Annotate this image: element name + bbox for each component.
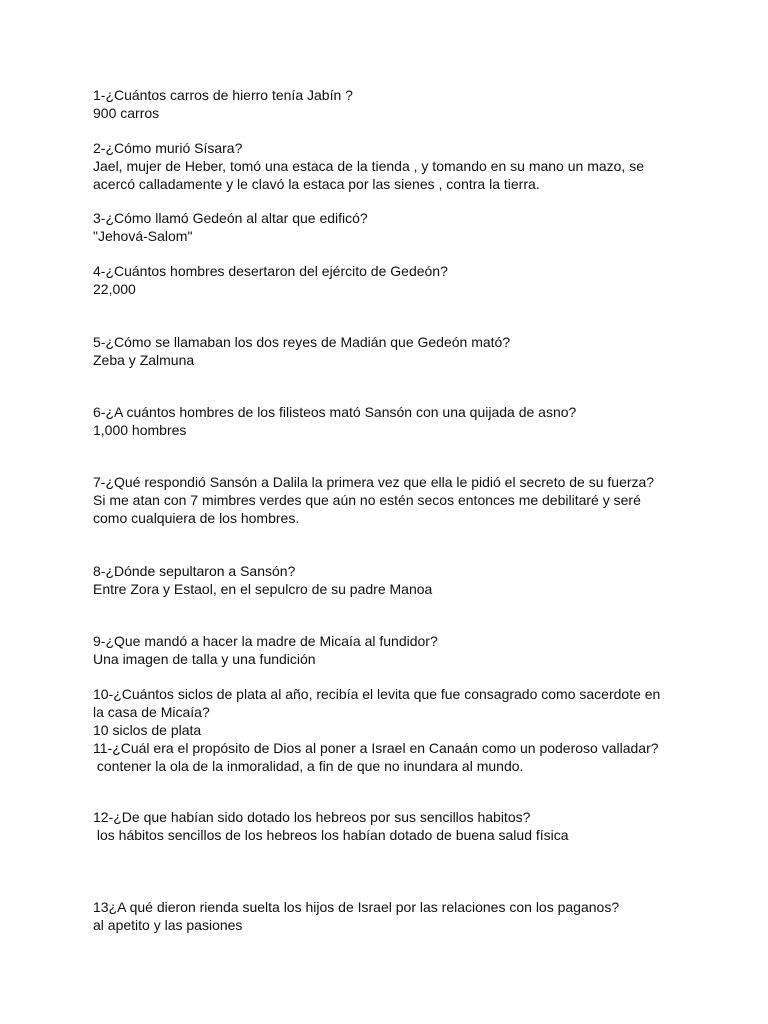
question-10-line-2: la casa de Micaía? [93,704,210,720]
question-6: 6-¿A cuántos hombres de los filisteos mató Sansón con una quijada de asno? [93,404,577,420]
question-9: 9-¿Que mandó a hacer la madre de Micaía al fundidor? [93,633,438,649]
question-4: 4-¿Cuántos hombres desertaron del ejército de Gedeón? [93,263,448,279]
question-12: 12-¿De que habían sido dotado los hebreos por sus sencillos habitos? [93,809,531,825]
answer-8: Entre Zora y Estaol, en el sepulcro de su padre Manoa [93,581,433,597]
answer-3: "Jehová-Salom" [93,228,193,244]
answer-10: 10 siclos de plata [93,722,202,738]
answer-6: 1,000 hombres [93,422,187,438]
answer-7-line-2: como cualquiera de los hombres. [93,510,300,526]
question-2: 2-¿Cómo murió Sísara? [93,140,243,156]
answer-5: Zeba y Zalmuna [93,352,195,368]
question-7: 7-¿Qué respondió Sansón a Dalila la primera vez que ella le pidió el secreto de su fuerza? [93,474,655,490]
answer-2-line-2: acercó calladamente y le clavó la estaca por las sienes , contra la tierra. [93,176,540,192]
question-5: 5-¿Cómo se llamaban los dos reyes de Madián que Gedeón mató? [93,334,511,350]
answer-13: al apetito y las pasiones [93,917,243,933]
answer-4: 22,000 [93,281,136,297]
answer-11: contener la ola de la inmoralidad, a fin de que no inundara al mundo. [93,758,524,774]
answer-2-line-1: Jael, mujer de Heber, tomó una estaca de la tienda , y tomando en su mano un mazo, se [93,158,644,174]
answer-1: 900 carros [93,105,160,121]
answer-9: Una imagen de talla y una fundición [93,651,316,667]
question-3: 3-¿Cómo llamó Gedeón al altar que edificó? [93,210,368,226]
question-1: 1-¿Cuántos carros de hierro tenía Jabín ? [93,87,353,103]
answer-7-line-1: Si me atan con 7 mimbres verdes que aún no estén secos entonces me debilitaré y seré [93,492,641,508]
question-8: 8-¿Dónde sepultaron a Sansón? [93,563,296,579]
question-13: 13¿A qué dieron rienda suelta los hijos de Israel por las relaciones con los paganos? [93,899,620,915]
question-11: 11-¿Cuál era el propósito de Dios al poner a Israel en Canaán como un poderoso valladar? [93,740,659,756]
question-10-line-1: 10-¿Cuántos siclos de plata al año, recibía el levita que fue consagrado como sacerdote en [93,686,661,702]
answer-12: los hábitos sencillos de los hebreos los habían dotado de buena salud física [93,827,569,843]
